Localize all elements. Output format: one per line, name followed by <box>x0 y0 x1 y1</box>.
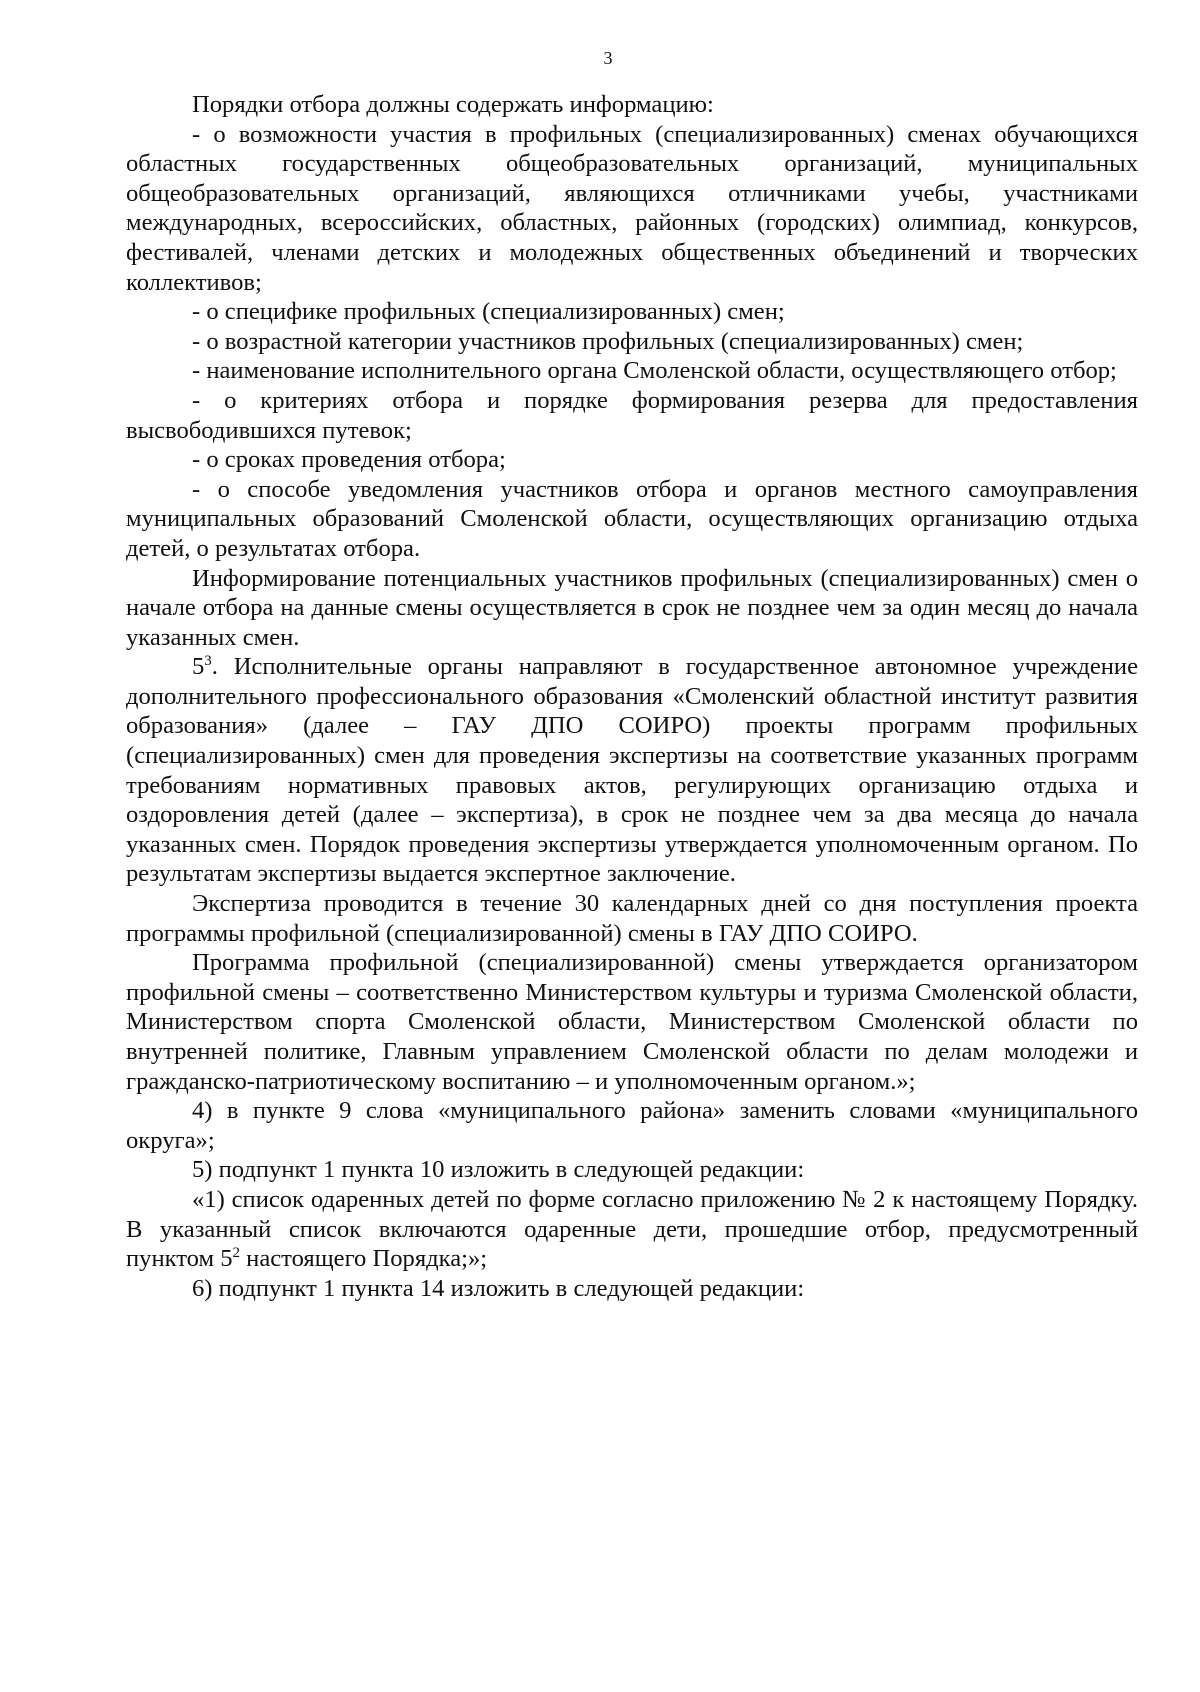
paragraph-list-item: - о сроках проведения отбора; <box>192 446 506 474</box>
subitem-text-before: «1) список одаренных детей по форме согласно приложению № 2 к настоящему Порядку. В указанный список включаются одаренные дети, прошедшие отбор, предусмотренный пунктом 5 <box>126 1185 1138 1273</box>
item-number: 5 <box>192 653 205 681</box>
paragraph-list-item: - о специфике профильных (специализированных) смен; <box>192 298 785 326</box>
paragraph-list-item: - о критериях отбора и порядке формирования резерва для предоставления высвободившихся путевок; <box>126 386 1138 444</box>
document-body <box>126 90 1138 1303</box>
paragraph-amendment-5: 5) подпункт 1 пункта 10 изложить в следующей редакции: <box>192 1156 805 1184</box>
item-superscript: 3 <box>204 653 212 670</box>
paragraph-list-item: - о способе уведомления участников отбора и органов местного самоуправления муниципальных образований Смоленской области, осуществляющих организацию отдыха детей, о результатах отбора. <box>126 475 1138 562</box>
paragraph-list-item: - о возрастной категории участников профильных (специализированных) смен; <box>192 327 1024 355</box>
paragraph-intro: Порядки отбора должны содержать информацию: <box>192 91 714 118</box>
paragraph-program: Программа профильной (специализированной) смены утверждается организатором профильной смены – соответственно Министерством культуры и туризма Смоленской области, Министерством спорта Смоленской области, Министерством Смоленской области по внутренней политике, Главным управлением Смоленской области по делам молодежи и гражданско-патриотическому воспитанию – и уполномоченным органом.»; <box>126 949 1138 1095</box>
paragraph-amendment-6: 6) подпункт 1 пункта 14 изложить в следующей редакции: <box>192 1274 805 1302</box>
paragraph-amendment-4: 4) в пункте 9 слова «муниципального района» заменить словами «муниципального округа»; <box>126 1097 1138 1154</box>
paragraph-informing: Информирование потенциальных участников профильных (специализированных) смен о начале отбора на данные смены осуществляется в срок не позднее чем за один месяц до начала указанных смен. <box>126 564 1138 651</box>
paragraph-subitem-1 <box>126 1185 1138 1274</box>
subitem-text-after: настоящего Порядка;»; <box>240 1245 488 1273</box>
item-text: . Исполнительные органы направляют в государственное автономное учреждение дополнительного профессионального образования «Смоленский областной институт развития образования» (далее – ГАУ ДПО СОИРО) проекты программ профильных (специализированных) смен для проведения экспертизы на соответствие указанных программ требованиям нормативных правовых актов, регулирующих организацию отдыха и оздоровления детей (далее – экспертиза), в срок не позднее чем за два месяца до начала указанных смен. Порядок проведения экспертизы утверждается уполномоченным органом. По результатам экспертизы выдается экспертное заключение. <box>126 653 1138 888</box>
paragraph-expertise: Экспертиза проводится в течение 30 календарных дней со дня поступления проекта программы профильной (специализированной) смены в ГАУ ДПО СОИРО. <box>126 890 1138 947</box>
paragraph-item-5-3 <box>126 652 1138 889</box>
paragraph-list-item: - наименование исполнительного органа Смоленской области, осуществляющего отбор; <box>192 357 1117 385</box>
subitem-superscript: 2 <box>232 1244 241 1261</box>
page-number: 3 <box>603 48 613 68</box>
paragraph-list-item: - о возможности участия в профильных (специализированных) сменах обучающихся областных государственных общеобразовательных организаций, муниципальных общеобразовательных организаций, являющихся отличниками учебы, участниками международных, всероссийских, областных, районных (городских) олимпиад, конкурсов, фестивалей, членами детских и молодежных общественных объединений и творческих коллективов; <box>126 120 1138 296</box>
